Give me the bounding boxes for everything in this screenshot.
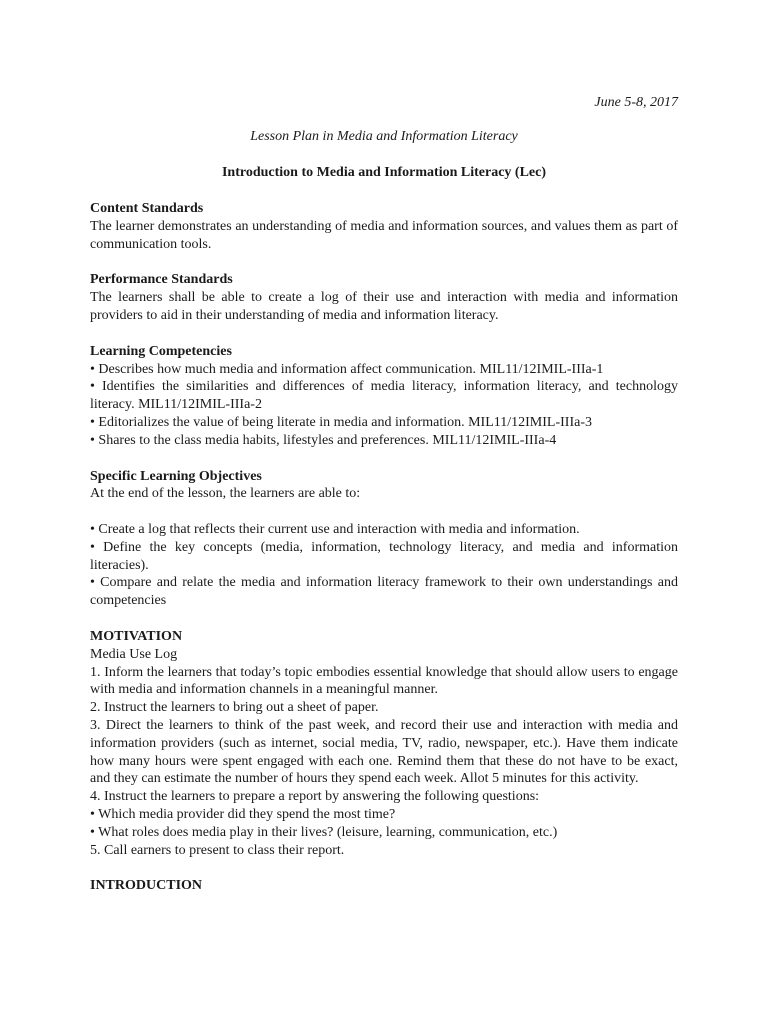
objectives-heading: Specific Learning Objectives — [90, 468, 262, 484]
objectives-intro: At the end of the lesson, the learners are able to: — [90, 486, 361, 502]
motivation-item: 1. Inform the learners that today’s topic embodies essential knowledge that should allow users to engage with media and information channels in a meaningful manner. — [90, 664, 678, 698]
introduction-section — [90, 877, 678, 895]
motivation-item: 3. Direct the learners to think of the past week, and record their use and interaction with media and information providers (such as internet, social media, TV, radio, newspaper, etc.). Have them indicate how many hours were spent engaged with each one. Remind them that these do not have to be exact, and they can estimate the number of hours they spend each week. Allot 5 minutes for this activity. — [90, 717, 678, 787]
spacer — [90, 503, 678, 521]
content-standards-heading: Content Standards — [90, 201, 204, 216]
motivation-item: 2. Instruct the learners to bring out a sheet of paper. — [90, 700, 379, 716]
motivation-section — [90, 628, 678, 859]
document-subtitle: Lesson Plan in Media and Information Literacy — [250, 129, 518, 144]
learning-competencies-heading: Learning Competencies — [90, 343, 232, 359]
learning-competencies-section — [90, 343, 678, 450]
content-standards-text: The learner demonstrates an understanding of media and information sources, and values them as part of communication tools. — [90, 218, 678, 252]
performance-standards-text: The learners shall be able to create a log of their use and interaction with media and information providers to aid in their understanding of media and information literacy. — [90, 290, 678, 323]
document-body — [90, 200, 678, 913]
objective-item: • Define the key concepts (media, information, technology literacy, and media and information literacies). — [90, 539, 678, 573]
motivation-item: • Which media provider did they spend the most time? — [90, 806, 396, 822]
performance-standards-heading: Performance Standards — [90, 272, 233, 288]
motivation-item: • What roles does media play in their lives? (leisure, learning, communication, etc.) — [90, 824, 558, 840]
document-title: Introduction to Media and Information Literacy (Lec) — [221, 165, 547, 180]
document-date: June 5-8, 2017 — [594, 95, 678, 110]
competency-item: • Shares to the class media habits, lifestyles and preferences. MIL11/12IMIL-IIIa-4 — [90, 432, 557, 448]
competency-item: • Describes how much media and information affect communication. MIL11/12IMIL-IIIa-1 — [90, 361, 604, 377]
content-standards-section — [90, 200, 678, 253]
objective-item: • Create a log that reflects their current use and interaction with media and information. — [90, 521, 580, 537]
competency-item: • Identifies the similarities and differences of media literacy, information literacy, and technology literacy. MIL11/12IMIL-IIIa-2 — [90, 379, 678, 413]
objectives-section — [90, 468, 678, 610]
objective-item: • Compare and relate the media and information literacy framework to their own understandings and competencies — [90, 575, 678, 609]
competency-item: • Editorializes the value of being literate in media and information. MIL11/12IMIL-IIIa-3 — [90, 414, 592, 430]
introduction-heading: INTRODUCTION — [90, 878, 203, 894]
motivation-heading: MOTIVATION — [90, 628, 183, 644]
motivation-item: 5. Call earners to present to class their report. — [90, 842, 345, 858]
motivation-item: 4. Instruct the learners to prepare a report by answering the following questions: — [90, 789, 540, 805]
motivation-subheading: Media Use Log — [90, 646, 178, 662]
performance-standards-section — [90, 271, 678, 324]
